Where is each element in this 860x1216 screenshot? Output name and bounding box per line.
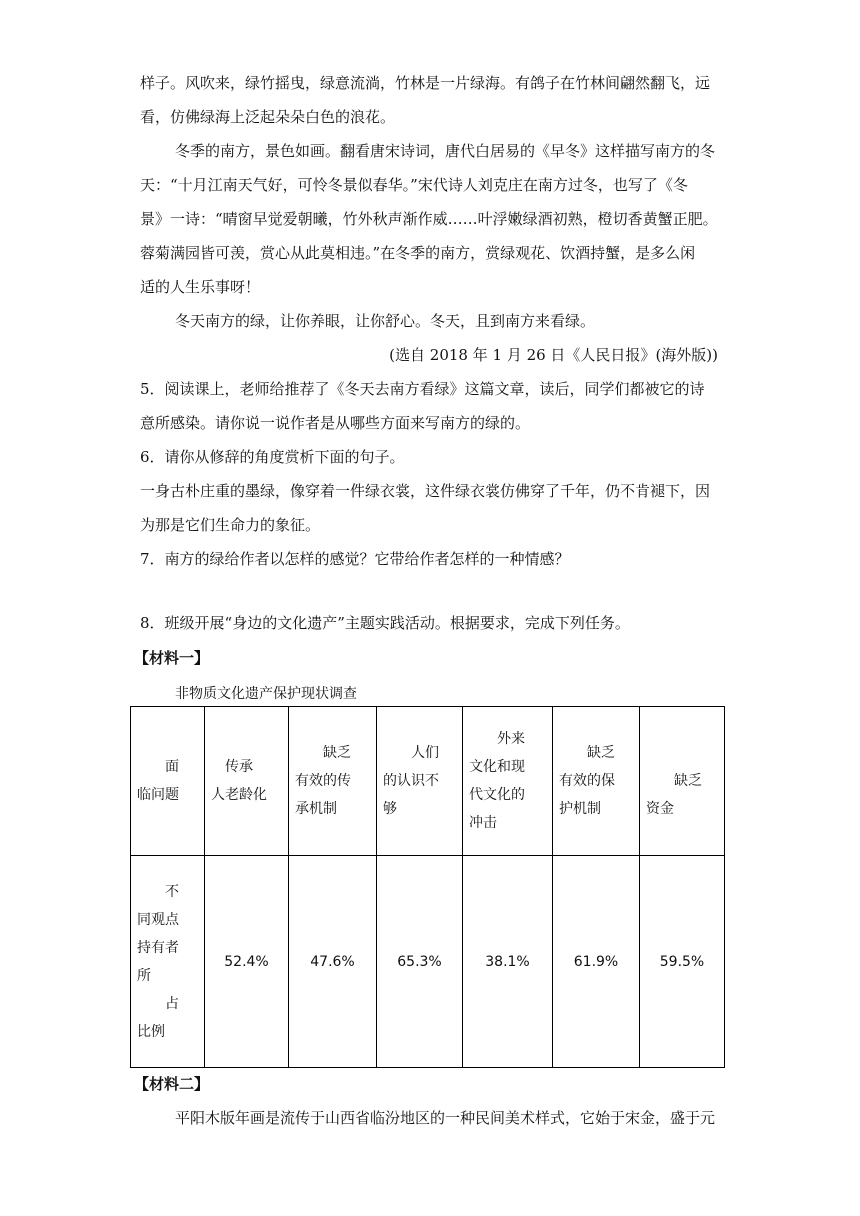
question-6: 6．请你从修辞的角度赏析下面的句子。 xyxy=(140,448,405,466)
paragraph-line: 适的人生乐事呀！ xyxy=(140,278,261,296)
question-7: 7．南方的绿给作者以怎样的感觉？它带给作者怎样的一种情感？ xyxy=(140,550,570,568)
table-caption: 非物质文化遗产保护现状调查 xyxy=(175,686,357,702)
table-value-cell: 47.6% xyxy=(289,856,377,1068)
question-8: 8．班级开展“身边的文化遗产”主题实践活动。根据要求，完成下列任务。 xyxy=(140,614,630,632)
paragraph-line: 看，仿佛绿海上泛起朵朵白色的浪花。 xyxy=(140,108,396,126)
paragraph-line: 景》一诗：“晴窗早觉爱朝曦，竹外秋声渐作威……叶浮嫩绿酒初熟，橙切香黄蟹正肥。 xyxy=(140,210,718,228)
table-value-cell: 52.4% xyxy=(205,856,289,1068)
table-row-label: 面 临问题 xyxy=(131,707,205,856)
paragraph-line: 蓉菊满园皆可羡，赏心从此莫相违。”在冬季的南方，赏绿观花、饮酒持蟹，是多么闲 xyxy=(140,244,696,262)
paragraph-line: 冬天南方的绿，让你养眼，让你舒心。冬天，且到南方来看绿。 xyxy=(175,312,596,330)
quoted-sentence-cont: 为那是它们生命力的象征。 xyxy=(140,516,321,534)
table-header-cell: 缺乏 资金 xyxy=(640,707,725,856)
survey-table xyxy=(130,706,725,1068)
table-header-cell: 缺乏 有效的保 护机制 xyxy=(553,707,640,856)
question-5-cont: 意所感染。请你说一说作者是从哪些方面来写南方的绿的。 xyxy=(140,414,531,432)
table-row-label: 不 同观点 持有者 所 占 比例 xyxy=(131,856,205,1068)
table-header-cell: 外来 文化和现 代文化的 冲击 xyxy=(463,707,553,856)
paragraph-line: 天：“十月江南天气好，可怜冬景似春华。”宋代诗人刘克庄在南方过冬，也写了《冬 xyxy=(140,176,688,194)
material-2-label: 【材料二】 xyxy=(134,1075,210,1093)
table-value-cell: 65.3% xyxy=(377,856,463,1068)
table-value-cell: 59.5% xyxy=(640,856,725,1068)
quoted-sentence: 一身古朴庄重的墨绿，像穿着一件绿衣裳，这件绿衣裳仿佛穿了千年，仍不肯褪下，因 xyxy=(140,482,711,500)
table-header-cell: 人们 的认识不 够 xyxy=(377,707,463,856)
source-citation: (选自 2018 年 1 月 26 日《人民日报》(海外版)) xyxy=(389,346,718,364)
paragraph-line: 样子。风吹来，绿竹摇曳，绿意流淌，竹林是一片绿海。有鸽子在竹林间翩然翻飞，远 xyxy=(140,74,711,92)
paragraph-line: 冬季的南方，景色如画。翻看唐宋诗词，唐代白居易的《早冬》这样描写南方的冬 xyxy=(175,142,716,160)
table-data-row xyxy=(131,856,725,1068)
table-header-cell: 缺乏 有效的传 承机制 xyxy=(289,707,377,856)
question-5: 5．阅读课上，老师给推荐了《冬天去南方看绿》这篇文章，读后，同学们都被它的诗 xyxy=(140,380,705,398)
material-1-label: 【材料一】 xyxy=(134,649,210,667)
paragraph-line: 平阳木版年画是流传于山西省临汾地区的一种民间美术样式，它始于宋金，盛于元 xyxy=(175,1109,716,1127)
table-header-cell: 传承 人老龄化 xyxy=(205,707,289,856)
table-value-cell: 38.1% xyxy=(463,856,553,1068)
table-value-cell: 61.9% xyxy=(553,856,640,1068)
table-header-row xyxy=(131,707,725,856)
